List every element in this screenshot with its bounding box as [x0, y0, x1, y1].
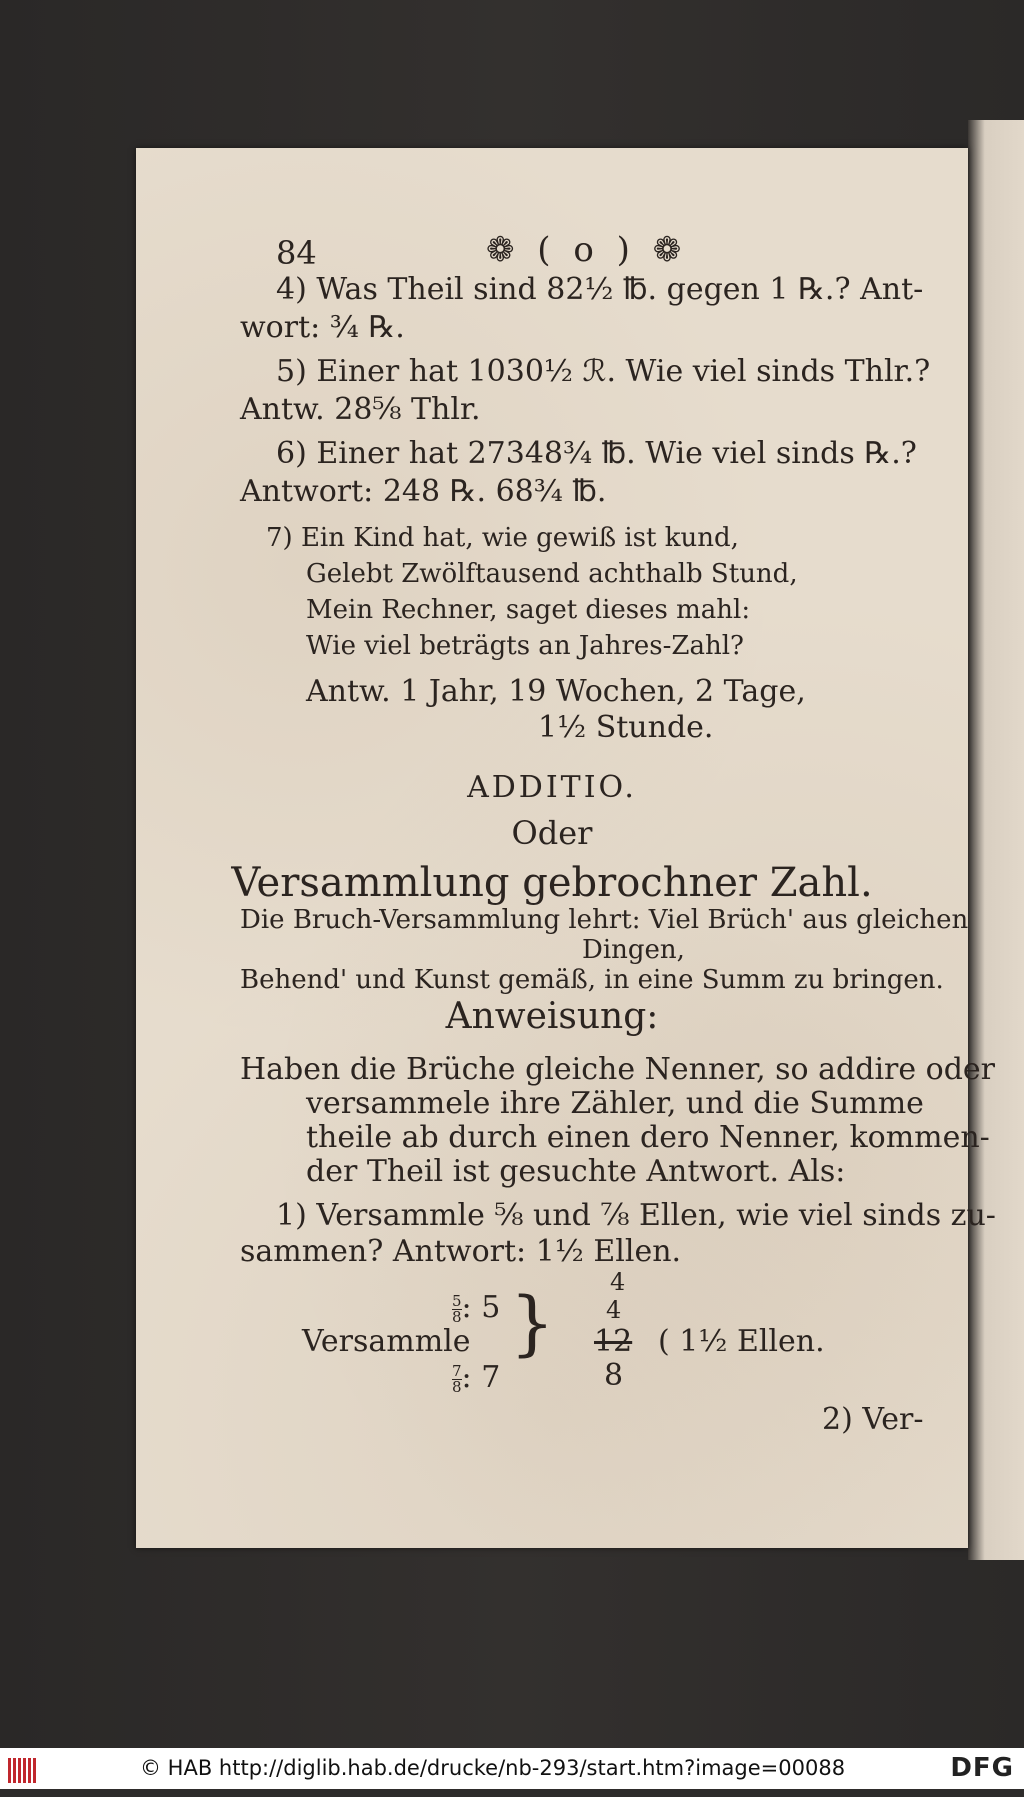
verse-line: Mein Rechner, saget dieses mahl: [306, 595, 751, 625]
facing-page-edge [968, 120, 1024, 1560]
instruction-heading: Anweisung: [445, 996, 659, 1037]
text-line: theile ab durch einen dero Nenner, kommen- [306, 1120, 990, 1155]
text-line: wort: ¾ ℞. [240, 310, 405, 345]
verse-line: Dingen, [582, 935, 685, 965]
text-line: versammele ihre Zähler, und die Summe [306, 1086, 924, 1121]
example-row-1: $\frac{5}{8}$ : 5 [452, 1290, 501, 1326]
dfg-logo: DFG [950, 1753, 1014, 1783]
text-line: 5) Einer hat 1030½ ℛ. Wie viel sinds Thlr.? [276, 354, 931, 389]
example-top-digit: 4 [610, 1268, 626, 1296]
example-label: Versammle [302, 1324, 471, 1359]
fraction: $\frac{7}{8}$ [452, 1361, 462, 1396]
text-line: Antwort: 248 ℞. 68¾ ℔. [240, 474, 607, 509]
catchword: 2) Ver- [822, 1402, 924, 1437]
hab-logo-icon [8, 1756, 50, 1781]
text-line: der Theil ist gesuchte Antwort. Als: [306, 1154, 846, 1189]
example-mid-top-digit: 4 [606, 1296, 622, 1324]
verse-line: 7) Ein Kind hat, wie gewiß ist kund, [266, 523, 739, 553]
example-bottom-digit: 8 [604, 1358, 624, 1393]
book-page [136, 148, 996, 1548]
page-number: 84 [276, 234, 317, 272]
example-row-2: $\frac{7}{8}$ : 7 [452, 1360, 501, 1396]
text-line: Haben die Brüche gleiche Nenner, so addire oder [240, 1052, 996, 1087]
text-line: 1) Versammle ⅝ und ⅞ Ellen, wie viel sinds zu- [276, 1198, 996, 1233]
verse-line: Behend' und Kunst gemäß, in eine Summ zu bringen. [240, 965, 944, 995]
example-struck-number: 12 [594, 1324, 633, 1359]
verse-line: Gelebt Zwölftausend achthalb Stund, [306, 559, 798, 589]
copyright-link[interactable]: © HAB http://diglib.hab.de/drucke/nb-293/start.htm?image=00088 [140, 1756, 846, 1780]
section-subtitle: Oder [511, 814, 593, 852]
text-line: 6) Einer hat 27348¾ ℔. Wie viel sinds ℞.? [276, 436, 917, 471]
brace: } [510, 1282, 555, 1364]
footer-bar [0, 1748, 1024, 1789]
fraction: $\frac{5}{8}$ [452, 1291, 462, 1326]
verse-line: Die Bruch-Versammlung lehrt: Viel Brüch' aus gleichen [240, 905, 969, 935]
text-line: Antw. 28⅝ Thlr. [240, 392, 481, 427]
example-result: ( 1½ Ellen. [658, 1324, 825, 1359]
text-line: sammen? Antwort: 1½ Ellen. [240, 1234, 682, 1269]
header-ornament: ❁ ( o ) ❁ [486, 230, 688, 270]
section-heading: Versammlung gebrochner Zahl. [231, 860, 873, 906]
text-line: 1½ Stunde. [538, 710, 714, 745]
section-title: ADDITIO. [467, 770, 637, 805]
text-line: Antw. 1 Jahr, 19 Wochen, 2 Tage, [306, 674, 806, 709]
text-line: 4) Was Theil sind 82½ ℔. gegen 1 ℞.? Ant- [276, 272, 924, 307]
verse-line: Wie viel beträgts an Jahres-Zahl? [306, 631, 745, 661]
